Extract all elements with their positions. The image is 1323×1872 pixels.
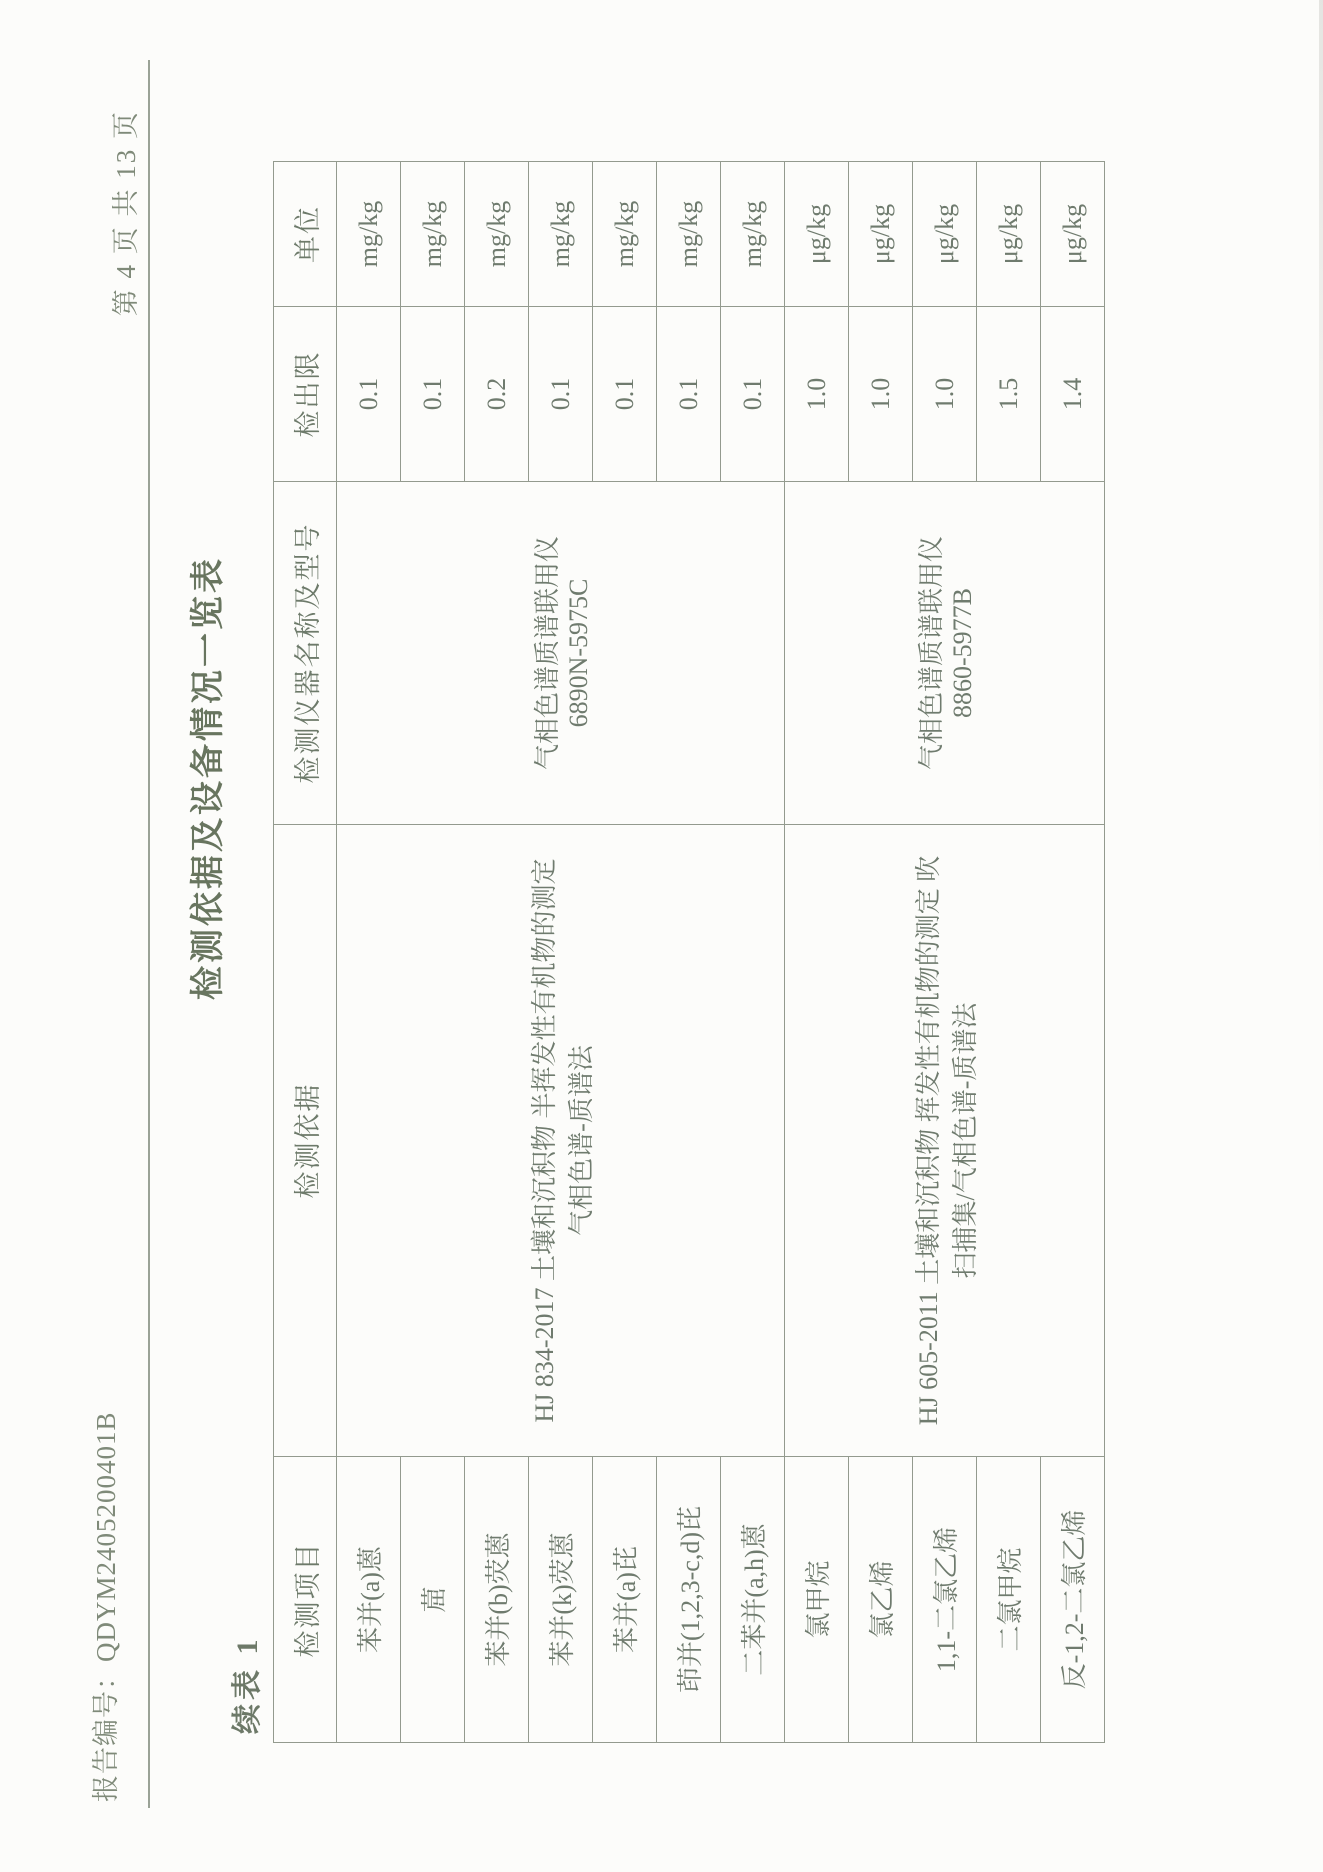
- limit-cell: 0.1: [401, 307, 465, 482]
- unit-cell: mg/kg: [721, 162, 785, 307]
- basis-line-2: 扫捕集/气相色谱-质谱法: [950, 1002, 980, 1279]
- basis-line-1: HJ 834-2017 土壤和沉积物 半挥发性有机物的测定: [529, 858, 559, 1423]
- header-unit: 单位: [274, 162, 337, 307]
- item-cell: 氯乙烯: [849, 1457, 913, 1743]
- limit-cell: 1.4: [1041, 307, 1105, 482]
- page-title: 检测依据及设备情况一览表: [190, 556, 227, 1000]
- basis-cell: [785, 825, 1105, 1457]
- table-row: [785, 162, 849, 1743]
- basis-line-2: 气相色谱-质谱法: [566, 1045, 596, 1236]
- basis-cell: [337, 825, 785, 1457]
- header-detection-limit: 检出限: [274, 307, 337, 482]
- basis-line-1: HJ 605-2011 土壤和沉积物 挥发性有机物的测定 吹: [913, 855, 943, 1426]
- unit-cell: mg/kg: [657, 162, 721, 307]
- header-rule: [148, 60, 150, 1808]
- item-cell: 二苯并(a,h)蒽: [721, 1457, 785, 1743]
- item-cell: 苯并(a)蒽: [337, 1457, 401, 1743]
- instrument-cell: [785, 482, 1105, 825]
- item-cell: 苯并(a)芘: [593, 1457, 657, 1743]
- limit-cell: 0.1: [593, 307, 657, 482]
- unit-cell: mg/kg: [529, 162, 593, 307]
- limit-cell: 1.0: [849, 307, 913, 482]
- limit-cell: 1.0: [913, 307, 977, 482]
- instrument-model: 6890N-5975C: [564, 578, 593, 728]
- report-number: 报告编号：QDYM2405200401B: [91, 1411, 121, 1802]
- item-cell: 1,1-二氯乙烯: [913, 1457, 977, 1743]
- subtable-label: 续表 1: [231, 1635, 264, 1734]
- item-cell: 二氯甲烷: [977, 1457, 1041, 1743]
- table-row: [337, 162, 401, 1743]
- page-indicator: 第 4 页 共 13 页: [111, 110, 141, 317]
- unit-cell: μg/kg: [913, 162, 977, 307]
- limit-cell: 0.1: [529, 307, 593, 482]
- limit-cell: 0.1: [657, 307, 721, 482]
- item-cell: 氯甲烷: [785, 1457, 849, 1743]
- unit-cell: mg/kg: [401, 162, 465, 307]
- limit-cell: 0.1: [337, 307, 401, 482]
- header-test-item: 检测项目: [274, 1457, 337, 1743]
- unit-cell: μg/kg: [785, 162, 849, 307]
- item-cell: 苯并(k)荧蒽: [529, 1457, 593, 1743]
- limit-cell: 0.2: [465, 307, 529, 482]
- unit-cell: mg/kg: [337, 162, 401, 307]
- item-cell: 反-1,2-二氯乙烯: [1041, 1457, 1105, 1743]
- unit-cell: mg/kg: [465, 162, 529, 307]
- instrument-cell: [337, 482, 785, 825]
- test-basis-equipment-table: [273, 161, 1105, 1743]
- unit-cell: mg/kg: [593, 162, 657, 307]
- instrument-name: 气相色谱质谱联用仪: [533, 536, 562, 771]
- limit-cell: 1.0: [785, 307, 849, 482]
- unit-cell: μg/kg: [849, 162, 913, 307]
- instrument-model: 8860-5977B: [948, 588, 977, 718]
- header-instrument: 检测仪器名称及型号: [274, 482, 337, 825]
- unit-cell: μg/kg: [977, 162, 1041, 307]
- item-cell: 茚并(1,2,3-c,d)芘: [657, 1457, 721, 1743]
- limit-cell: 1.5: [977, 307, 1041, 482]
- table-body: [337, 162, 1105, 1743]
- item-cell: 苯并(b)荧蒽: [465, 1457, 529, 1743]
- table-header-row: [274, 162, 337, 1743]
- table-header: [274, 162, 337, 1743]
- item-cell: 䓛: [401, 1457, 465, 1743]
- header-test-basis: 检测依据: [274, 825, 337, 1457]
- limit-cell: 0.1: [721, 307, 785, 482]
- instrument-name: 气相色谱质谱联用仪: [917, 536, 946, 771]
- unit-cell: μg/kg: [1041, 162, 1105, 307]
